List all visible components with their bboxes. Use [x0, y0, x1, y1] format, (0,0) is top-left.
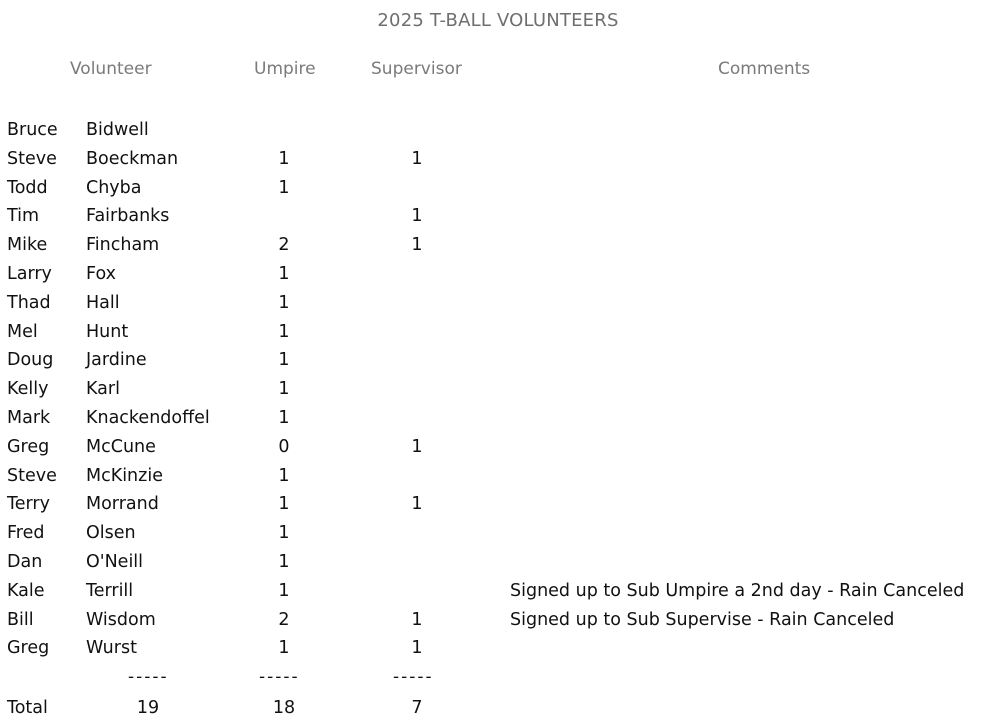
volunteer-last-name: Hunt — [86, 321, 129, 342]
volunteer-first-name: Bill — [7, 609, 34, 630]
volunteer-last-name: Morrand — [86, 494, 159, 515]
table-row — [0, 579, 996, 607]
table-row — [0, 233, 996, 261]
umpire-count: 1 — [278, 350, 290, 371]
separator-supervisor: ----- — [393, 667, 434, 687]
total-umpire: 18 — [272, 698, 296, 718]
volunteer-last-name: Fincham — [86, 235, 160, 256]
volunteer-last-name: Knackendoffel — [86, 408, 210, 428]
umpire-count: 1 — [278, 264, 290, 284]
table-row — [0, 348, 996, 376]
volunteer-last-name: Fox — [86, 264, 116, 284]
volunteer-first-name: Thad — [7, 292, 51, 313]
total-row — [0, 696, 996, 724]
volunteer-last-name: O'Neill — [86, 552, 144, 572]
table-row — [0, 291, 996, 319]
umpire-count: 2 — [278, 235, 290, 256]
volunteer-last-name: Bidwell — [86, 120, 149, 140]
volunteer-last-name: Fairbanks — [86, 206, 170, 227]
umpire-count: 1 — [278, 638, 290, 659]
umpire-count: 1 — [278, 321, 290, 342]
header-volunteer: Volunteer — [70, 59, 152, 79]
volunteer-last-name: Wisdom — [86, 609, 156, 630]
supervisor-count: 1 — [411, 436, 423, 457]
table-row — [0, 464, 996, 492]
umpire-count: 1 — [278, 379, 290, 400]
umpire-count: 0 — [278, 436, 290, 457]
volunteer-last-name: Boeckman — [86, 148, 179, 169]
header-umpire: Umpire — [254, 59, 316, 79]
total-supervisor: 7 — [411, 698, 423, 718]
header-supervisor: Supervisor — [371, 59, 462, 79]
umpire-count: 1 — [278, 465, 290, 486]
page-title: 2025 T-BALL VOLUNTEERS — [377, 10, 619, 31]
table-row — [0, 406, 996, 434]
table-row — [0, 320, 996, 348]
table-row — [0, 521, 996, 549]
umpire-count: 1 — [278, 292, 290, 313]
table-row — [0, 204, 996, 232]
supervisor-count: 1 — [411, 494, 423, 515]
comment-text: Signed up to Sub Umpire a 2nd day - Rain Canceled — [510, 580, 965, 601]
volunteer-first-name: Tim — [7, 206, 40, 227]
volunteer-last-name: Hall — [86, 292, 120, 313]
volunteer-first-name: Greg — [7, 436, 50, 457]
volunteer-last-name: Terrill — [86, 580, 134, 601]
volunteer-first-name: Mike — [7, 235, 48, 256]
volunteer-last-name: Karl — [86, 379, 120, 400]
supervisor-count: 1 — [411, 148, 423, 169]
volunteer-last-name: Olsen — [86, 523, 136, 544]
umpire-count: 1 — [278, 177, 290, 198]
total-volunteers: 19 — [136, 698, 160, 718]
volunteer-first-name: Todd — [7, 177, 48, 198]
umpire-count: 1 — [278, 408, 290, 428]
volunteer-first-name: Mel — [7, 321, 38, 342]
umpire-count: 2 — [278, 609, 290, 630]
table-row — [0, 636, 996, 664]
table-row — [0, 147, 996, 175]
volunteer-first-name: Larry — [7, 264, 52, 284]
volunteer-first-name: Dan — [7, 552, 43, 572]
table-row — [0, 608, 996, 636]
separator-volunteers: ----- — [128, 667, 169, 687]
umpire-count: 1 — [278, 494, 290, 515]
volunteer-first-name: Mark — [7, 408, 51, 428]
volunteer-first-name: Bruce — [7, 120, 58, 140]
supervisor-count: 1 — [411, 235, 423, 256]
volunteer-last-name: Jardine — [86, 350, 147, 371]
umpire-count: 1 — [278, 148, 290, 169]
volunteer-first-name: Greg — [7, 638, 50, 659]
table-row — [0, 377, 996, 405]
volunteer-last-name: Wurst — [86, 638, 137, 659]
table-row — [0, 118, 996, 146]
table-row — [0, 435, 996, 463]
comment-text: Signed up to Sub Supervise - Rain Canceled — [510, 609, 895, 630]
volunteer-first-name: Kale — [7, 580, 45, 601]
umpire-count: 1 — [278, 552, 290, 572]
table-row — [0, 262, 996, 290]
table-row — [0, 176, 996, 204]
umpire-count: 1 — [278, 523, 290, 544]
volunteer-first-name: Steve — [7, 148, 57, 169]
total-label: Total — [7, 698, 48, 718]
volunteer-first-name: Steve — [7, 465, 57, 486]
table-row — [0, 492, 996, 520]
volunteer-last-name: McCune — [86, 436, 156, 457]
volunteer-last-name: McKinzie — [86, 465, 163, 486]
header-comments: Comments — [718, 59, 811, 79]
supervisor-count: 1 — [411, 609, 423, 630]
volunteer-first-name: Fred — [7, 523, 45, 544]
volunteer-first-name: Doug — [7, 350, 54, 371]
supervisor-count: 1 — [411, 206, 423, 227]
table-row — [0, 550, 996, 578]
umpire-count: 1 — [278, 580, 290, 601]
separator-umpire: ----- — [259, 667, 300, 687]
volunteer-first-name: Kelly — [7, 379, 49, 400]
supervisor-count: 1 — [411, 638, 423, 659]
volunteer-last-name: Chyba — [86, 177, 142, 198]
volunteer-first-name: Terry — [7, 494, 50, 515]
